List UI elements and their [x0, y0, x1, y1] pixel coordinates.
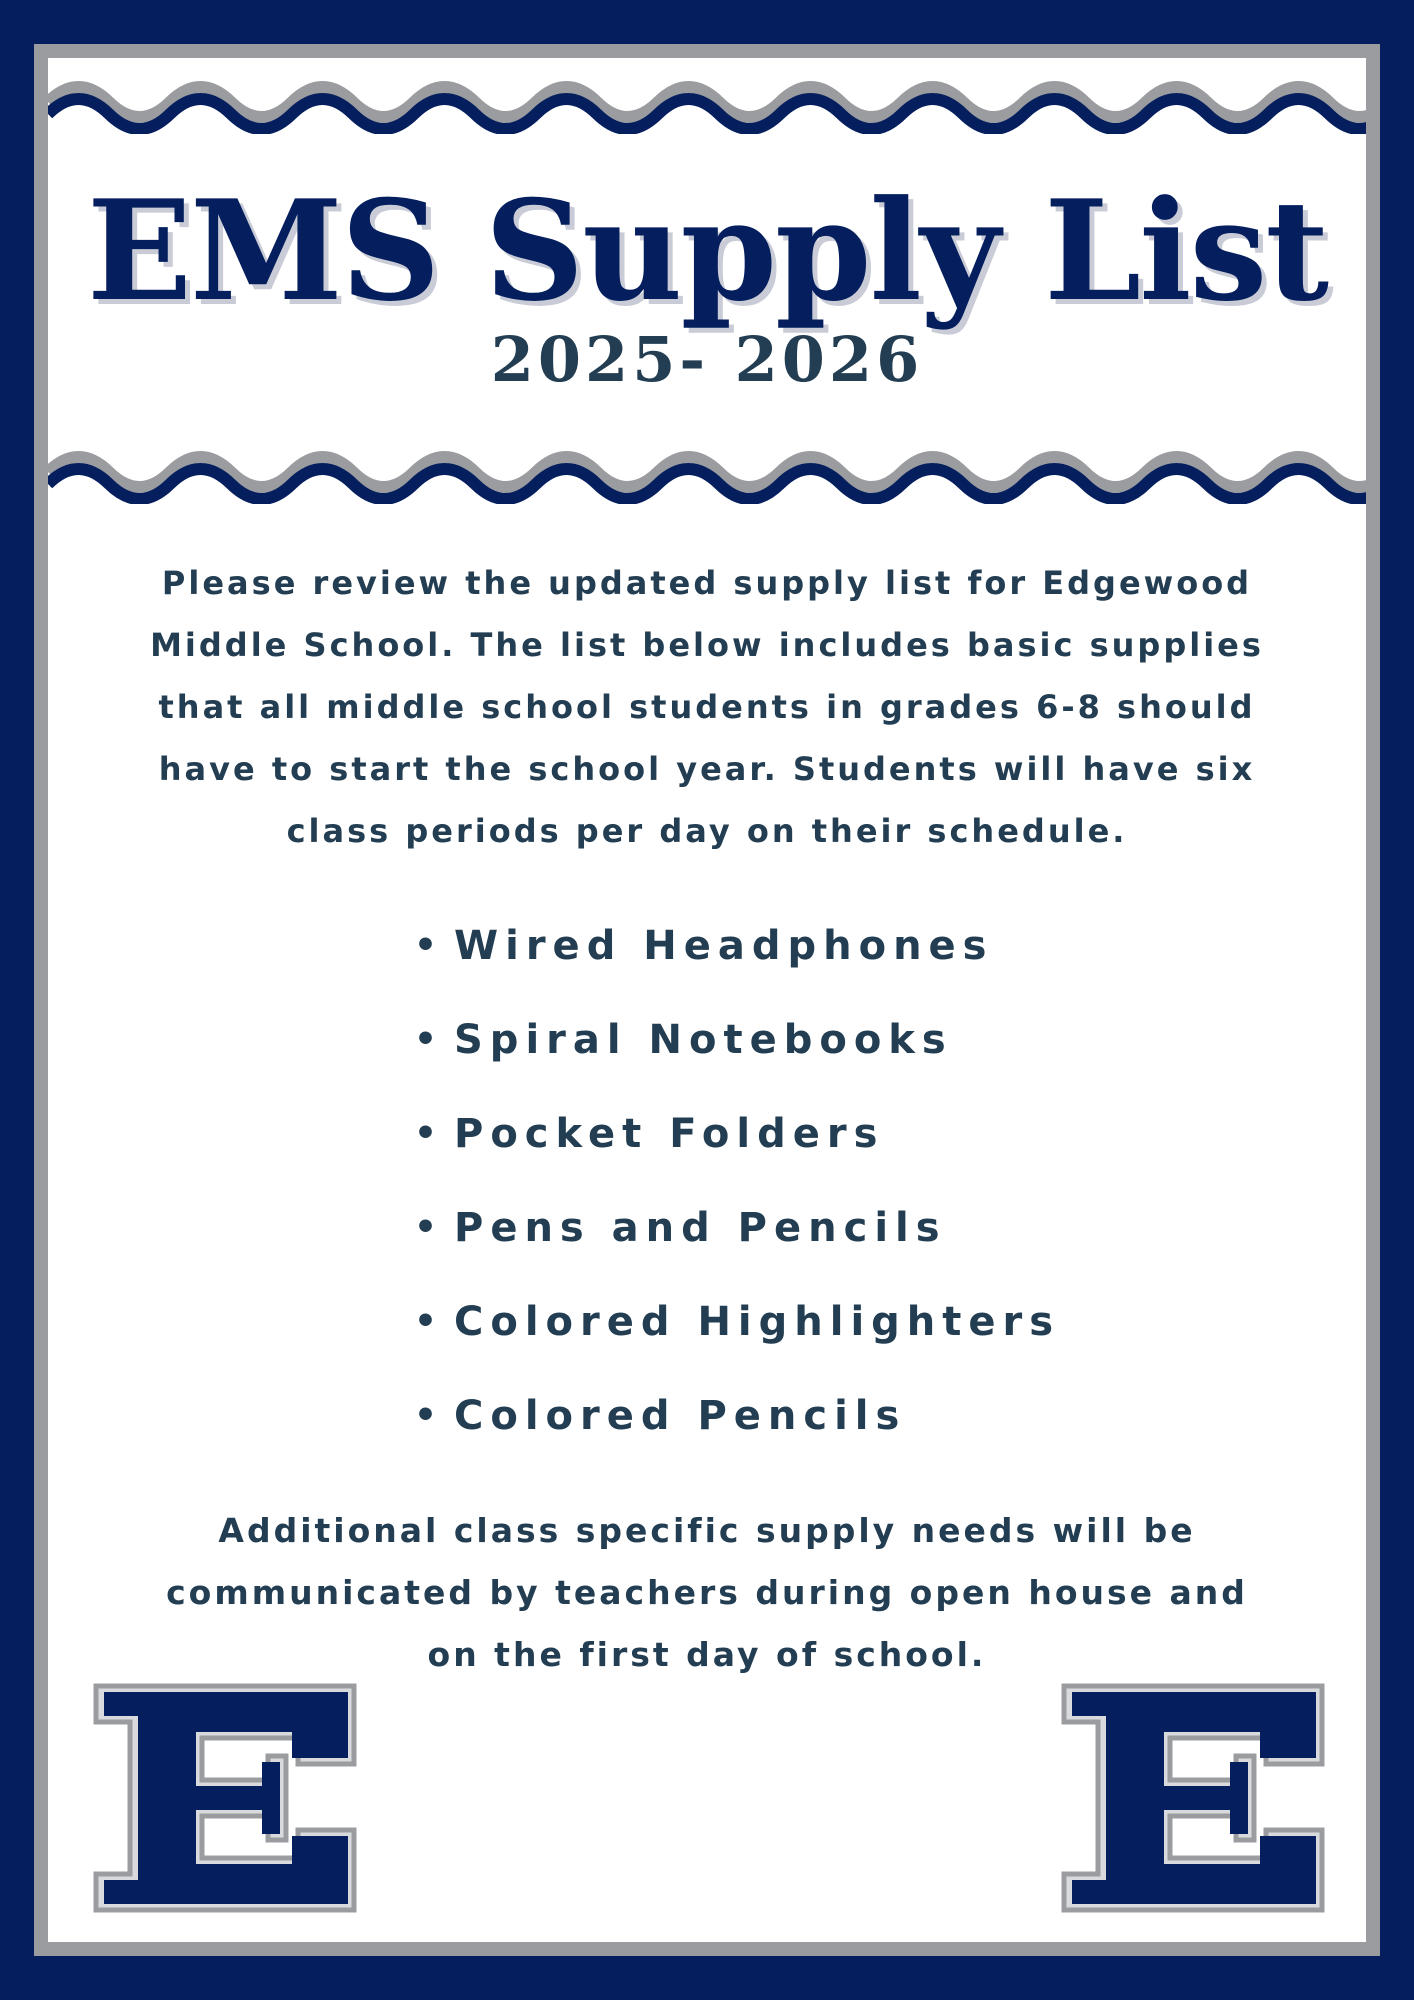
bullet-icon: •	[414, 1113, 438, 1154]
supply-list	[410, 910, 1060, 1474]
supply-item	[410, 1286, 1060, 1380]
supply-item	[410, 910, 1060, 1004]
edgewood-e-logo-icon	[1058, 1680, 1328, 1916]
supply-item	[410, 1004, 1060, 1098]
supply-item	[410, 1380, 1060, 1474]
supply-item	[410, 1192, 1060, 1286]
bullet-icon: •	[414, 1207, 438, 1248]
supply-item-label: Pens and Pencils	[454, 1205, 947, 1251]
intro-paragraph: Please review the updated supply list for Edgewood Middle School. The list below includes basic supplies that all middle school students in grades 6-8 should have to start the school year. Students will have six class periods per day on their schedule.	[150, 564, 1264, 850]
poster-paper	[48, 58, 1366, 1942]
school-year: 2025- 2026	[490, 323, 924, 396]
bullet-icon: •	[414, 1395, 438, 1436]
top-wave-decoration	[48, 64, 1366, 134]
supply-item-label: Pocket Folders	[454, 1111, 885, 1157]
poster-title: EMS Supply List	[86, 169, 1328, 332]
supply-item-label: Spiral Notebooks	[454, 1017, 953, 1063]
bottom-wave-decoration	[48, 434, 1366, 504]
supply-item-label: Colored Highlighters	[454, 1299, 1061, 1345]
bullet-icon: •	[414, 1019, 438, 1060]
bullet-icon: •	[414, 925, 438, 966]
supply-item-label: Colored Pencils	[454, 1393, 907, 1439]
closing-paragraph: Additional class specific supply needs will be communicated by teachers during open house and on the first day of school.	[166, 1511, 1248, 1674]
bullet-icon: •	[414, 1301, 438, 1342]
supply-item	[410, 1098, 1060, 1192]
edgewood-e-logo-icon	[90, 1680, 360, 1916]
supply-item-label: Wired Headphones	[454, 923, 994, 969]
